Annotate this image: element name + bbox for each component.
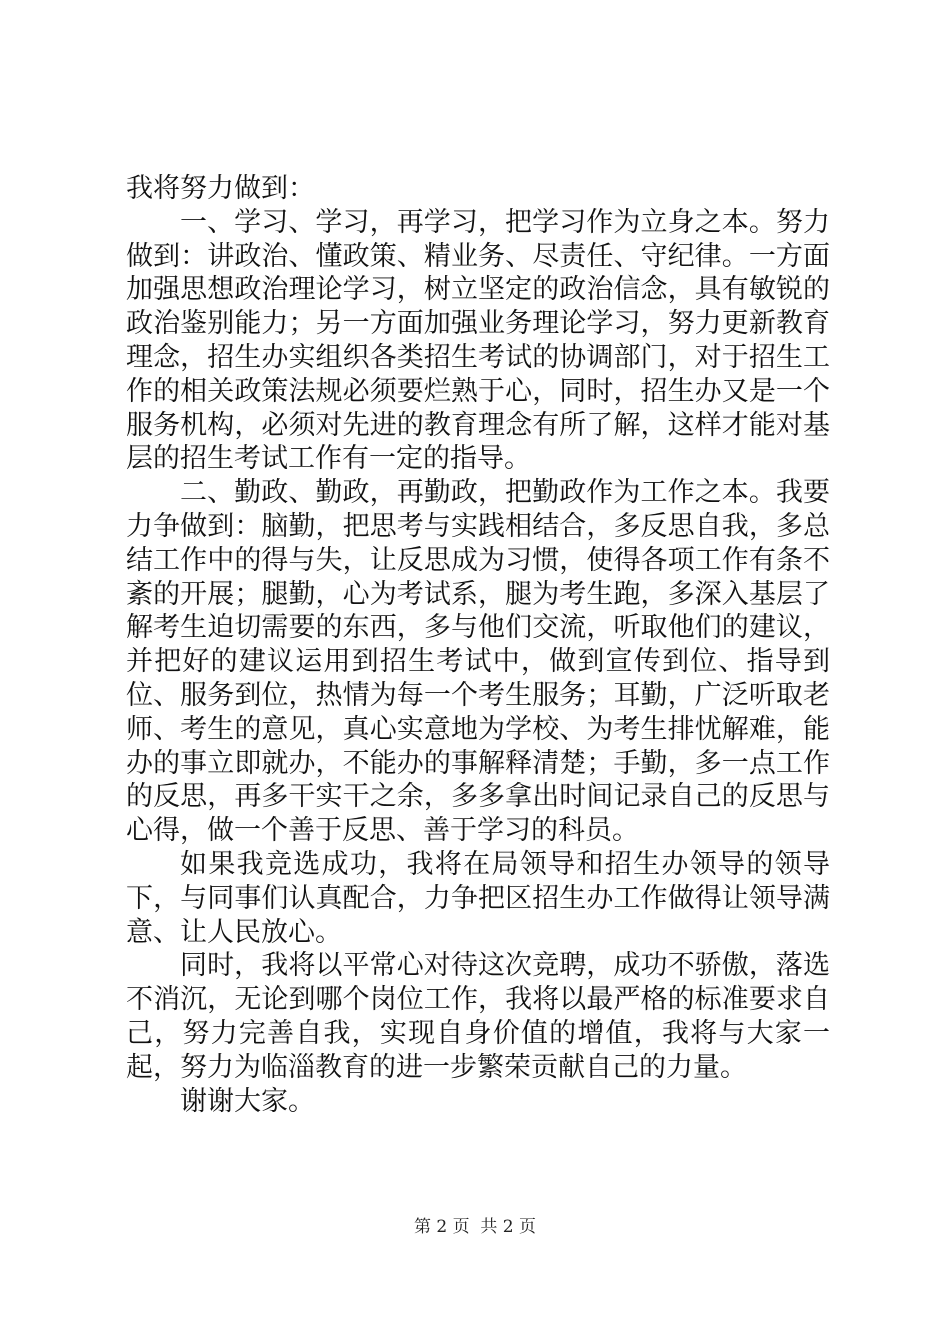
paragraph-if-elected: 如果我竞选成功，我将在局领导和招生办领导的领导下，与同事们认真配合，力争把区招生办工作做得让领导满意、让人民放心。 [126,848,830,948]
page-number-footer: 第 2 页 共 2 页 [413,1217,537,1237]
document-body [126,172,830,1118]
paragraph-meanwhile: 同时，我将以平常心对待这次竞聘，成功不骄傲，落选不消沉，无论到哪个岗位工作，我将以最严格的标准要求自己，努力完善自我，实现自身价值的增值，我将与大家一起，努力为临淄教育的进一步繁荣贡献自己的力量。 [126,950,830,1083]
paragraph-study: 一、学习、学习，再学习，把学习作为立身之本。努力做到：讲政治、懂政策、精业务、尽责任、守纪律。一方面加强思想政治理论学习，树立坚定的政治信念，具有敏锐的政治鉴别能力；另一方面加强业务理论学习，努力更新教育理念，招生办实组织各类招生考试的协调部门，对于招生工作的相关政策法规必须要烂熟于心，同时，招生办又是一个服务机构，必须对先进的教育理念有所了解，这样才能对基层的招生考试工作有一定的指导。 [126,206,830,475]
paragraph-thanks: 谢谢大家。 [180,1085,315,1117]
paragraph-intro: 我将努力做到： [126,173,315,204]
paragraph-diligence: 二、勤政、勤政，再勤政，把勤政作为工作之本。我要力争做到：脑勤，把思考与实践相结合，多反思自我，多总结工作中的得与失，让反思成为习惯，使得各项工作有条不紊的开展；腿勤，心为考试系，腿为考生跑，多深入基层了解考生迫切需要的东西，多与他们交流，听取他们的建议，并把好的建议运用到招生考试中，做到宣传到位、指导到位、服务到位，热情为每一个考生服务；耳勤，广泛听取老师、考生的意见，真心实意地为学校、为考生排忧解难，能办的事立即就办，不能办的事解释清楚；手勤，多一点工作的反思，再多干实干之余，多多拿出时间记录自己的反思与心得，做一个善于反思、善于学习的科员。 [126,477,830,847]
